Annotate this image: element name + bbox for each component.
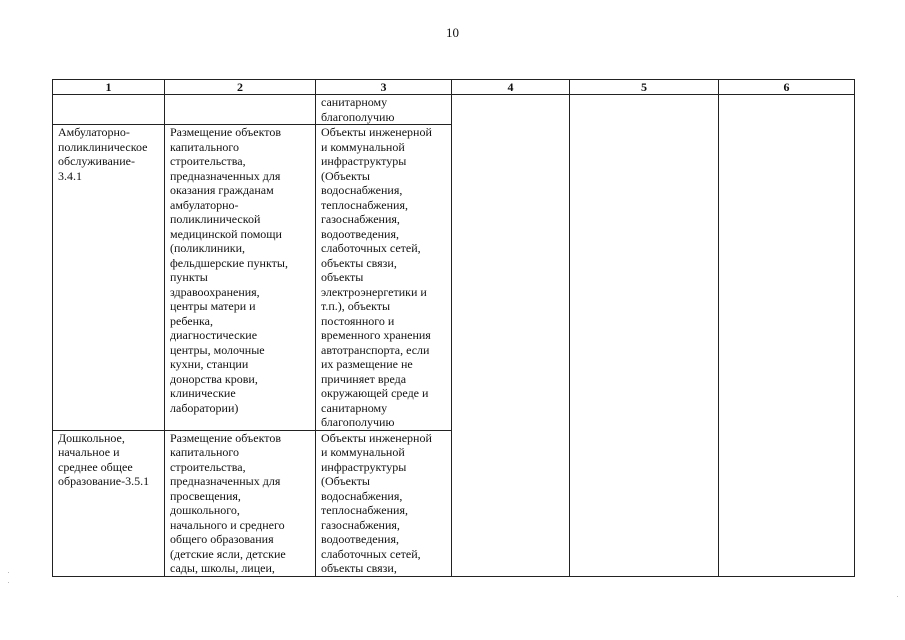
table-cell: Дошкольное, начальное и среднее общее образование-3.5.1 [53,430,165,576]
table-cell [53,95,165,125]
table-cell: санитарному благополучию [316,95,452,125]
table-cell [719,95,855,577]
table-cell [452,95,570,577]
table-row [53,95,855,125]
table-cell: Размещение объектов капитального строительства, предназначенных для просвещения, дошкольного, начального и среднего общего образования (детские ясли, детские сады, школы, лицеи, [165,430,316,576]
header-row [53,80,855,95]
column-header: 5 [570,80,719,95]
table-cell: Амбулаторно- поликлиническое обслуживание- 3.4.1 [53,125,165,431]
column-header: 4 [452,80,570,95]
column-header: 6 [719,80,855,95]
scan-speck [897,596,898,597]
table-cell: Размещение объектов капитального строительства, предназначенных для оказания гражданам амбулаторно- поликлинической медицинской помощи (поликлиники, фельдшерские пункты, пункты здравоохранения, центры матери и ребенка, диагностические центры, молочные кухни, станции донорства крови, клинические лаборатории) [165,125,316,431]
table-cell [570,95,719,577]
scan-speck [8,582,9,583]
column-header: 2 [165,80,316,95]
table-cell [165,95,316,125]
column-header: 1 [53,80,165,95]
table-cell: Объекты инженерной и коммунальной инфраструктуры (Объекты водоснабжения, теплоснабжения, газоснабжения, водоотведения, слаботочных сетей, объекты связи, объекты электроэнергетики и т.п.), объекты постоянного и временного хранения автотранспорта, если их размещение не причиняет вреда окружающей среде и санитарному благополучию [316,125,452,431]
land-use-table [52,79,855,577]
scan-speck [8,572,9,573]
page-number: 10 [446,25,459,40]
column-header: 3 [316,80,452,95]
table-cell: Объекты инженерной и коммунальной инфраструктуры (Объекты водоснабжения, теплоснабжения, газоснабжения, водоотведения, слаботочных сетей, объекты связи, [316,430,452,576]
